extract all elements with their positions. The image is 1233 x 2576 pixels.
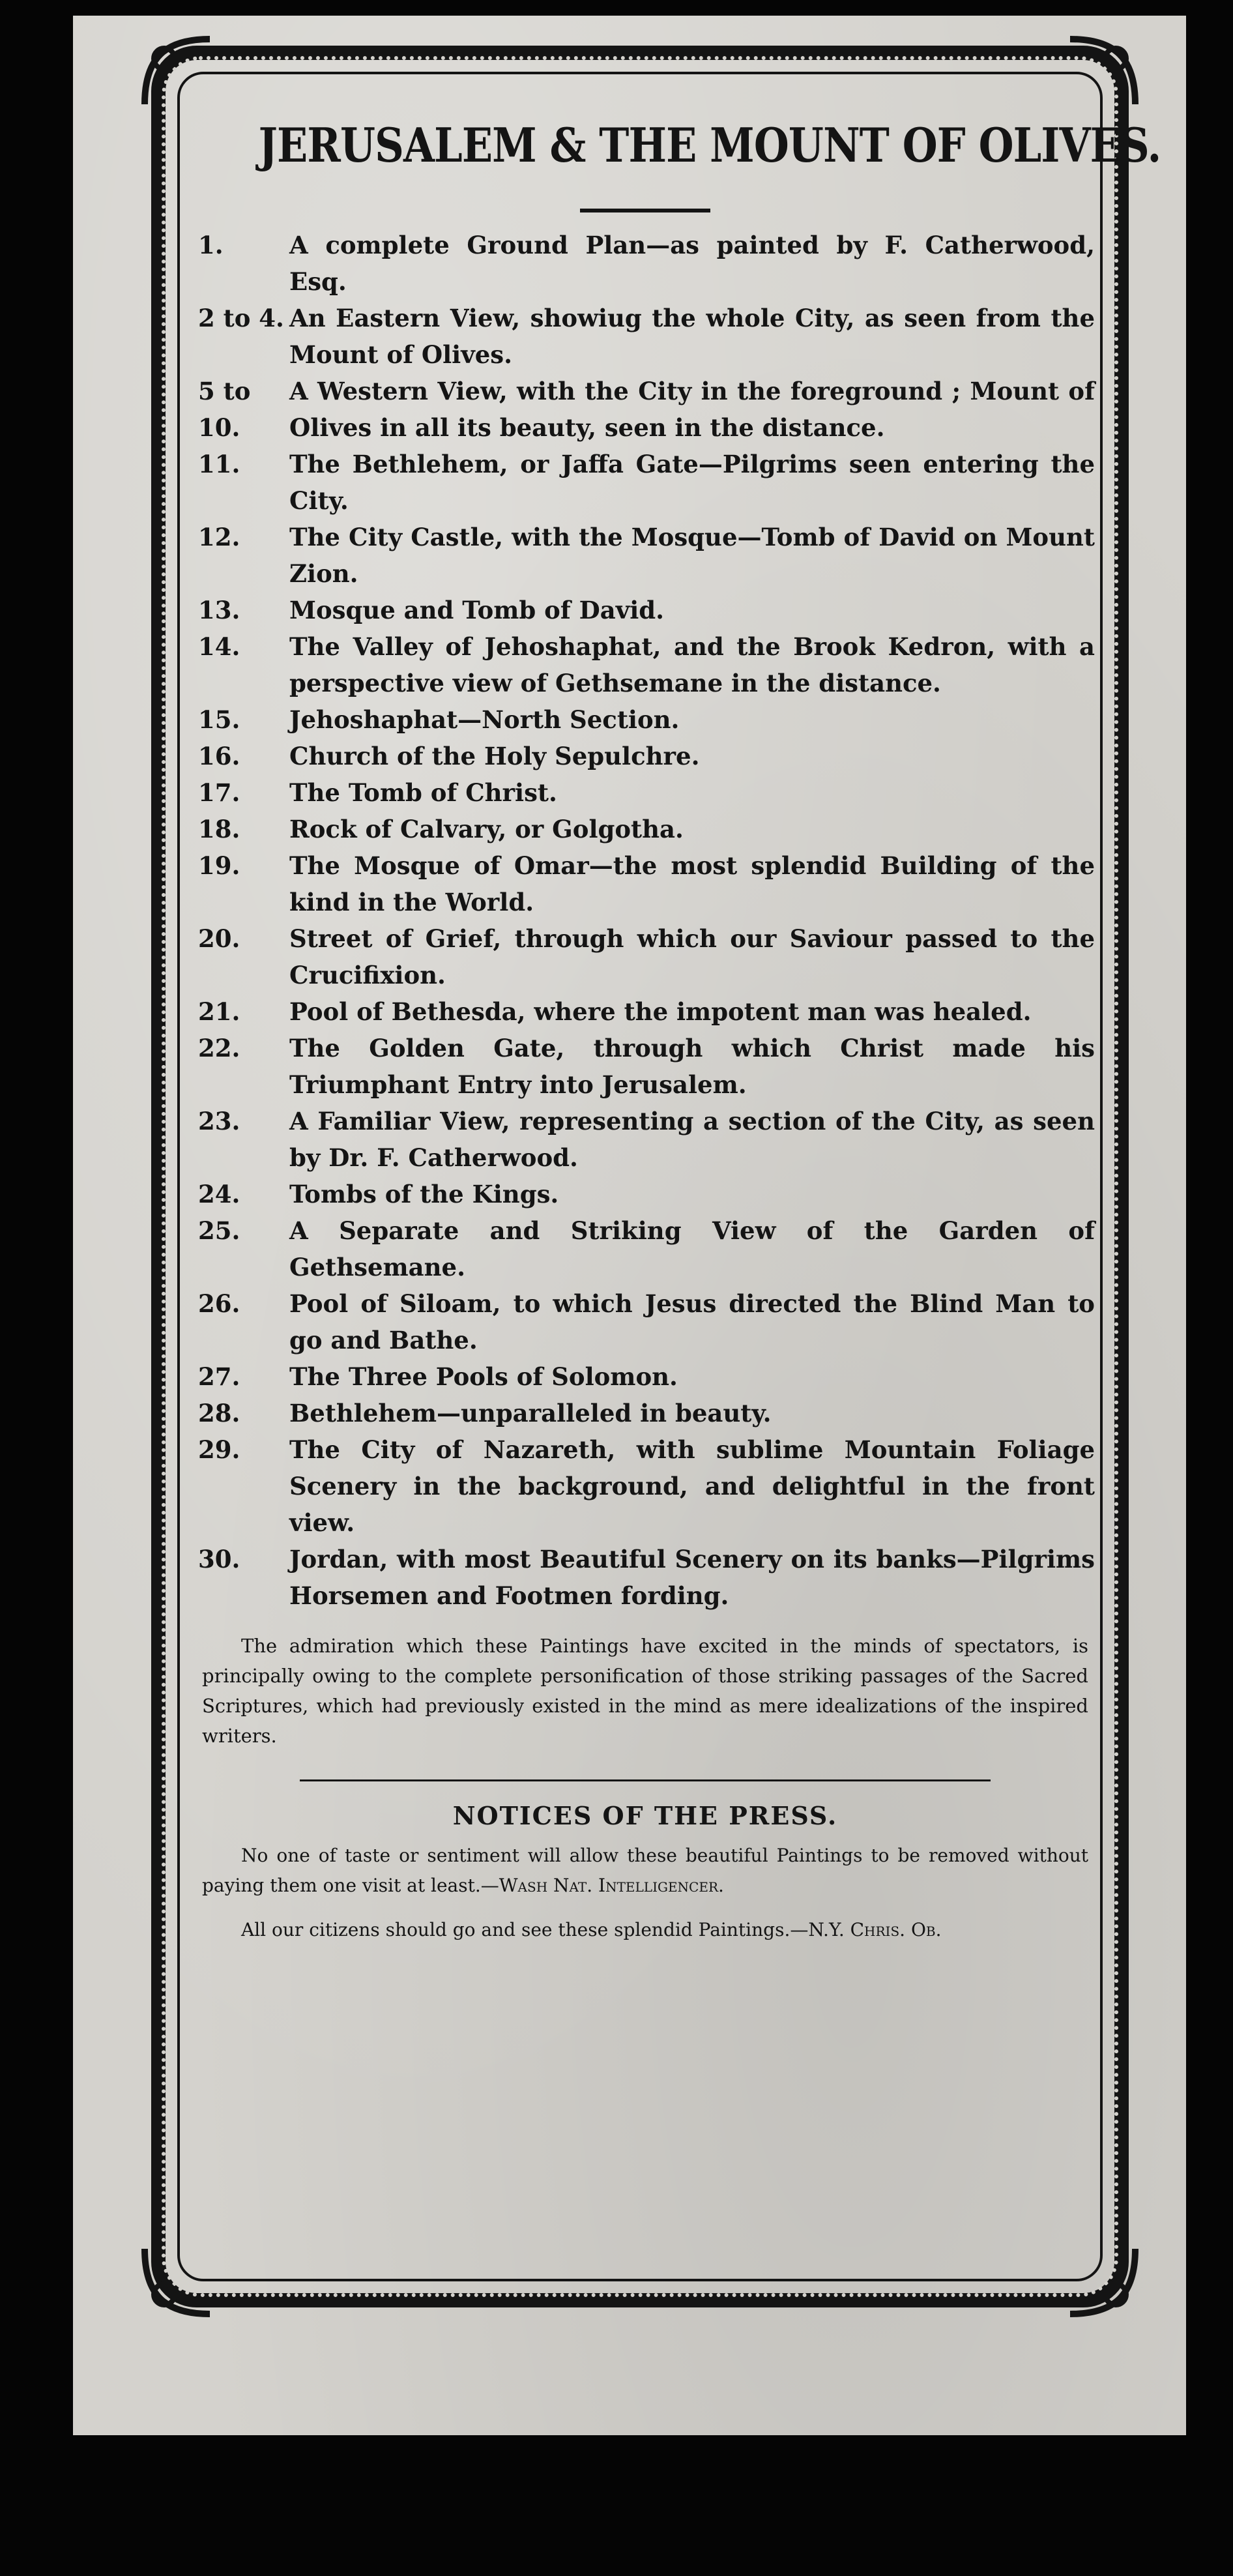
list-item	[196, 1176, 1095, 1212]
item-text: The Bethlehem, or Jaffa Gate—Pilgrims seen entering the City.	[289, 450, 1095, 515]
item-number: 16.	[198, 742, 240, 770]
list-item	[196, 1395, 1095, 1431]
list-item	[196, 1212, 1095, 1285]
list-item	[196, 1358, 1095, 1395]
corner-flourish-top-right-icon	[1064, 33, 1142, 111]
list-item	[196, 1103, 1095, 1176]
section-divider	[300, 1779, 991, 1781]
press-notice	[202, 1915, 1088, 1945]
list-item	[196, 628, 1095, 701]
notice-source: Wash Nat. Intelligencer.	[499, 1875, 724, 1896]
corner-flourish-bottom-right-icon	[1064, 2242, 1142, 2320]
item-number: 19.	[198, 851, 240, 880]
item-number: 24.	[198, 1180, 240, 1208]
item-number: 14.	[198, 632, 240, 661]
item-number: 21.	[198, 997, 240, 1026]
list-item	[196, 592, 1095, 628]
item-text: Bethlehem—unparalleled in beauty.	[289, 1399, 772, 1427]
item-text: Pool of Bethesda, where the impotent man was healed.	[289, 997, 1032, 1026]
press-notice	[202, 1841, 1088, 1901]
broadside-content	[196, 117, 1161, 1959]
item-text: A Familiar View, representing a section of the City, as seen by Dr. F. Catherwood.	[289, 1107, 1095, 1172]
item-text: The Valley of Jehoshaphat, and the Brook Kedron, with a perspective view of Gethsemane in the distance.	[289, 632, 1095, 697]
item-number: 30.	[198, 1545, 240, 1573]
list-item	[196, 227, 1095, 300]
item-text: Mosque and Tomb of David.	[289, 596, 664, 624]
corner-flourish-bottom-left-icon	[138, 2242, 216, 2320]
list-item	[196, 446, 1095, 519]
notice-source: N.Y. Chris. Ob.	[808, 1919, 942, 1940]
notice-text: No one of taste or sentiment will allow these beautiful Paintings to be removed without paying them one visit at least.—	[202, 1845, 1088, 1896]
list-item	[196, 1431, 1095, 1541]
item-number: 23.	[198, 1107, 240, 1135]
item-text: The Golden Gate, through which Christ made his Triumphant Entry into Jerusalem.	[289, 1034, 1095, 1099]
item-text: Church of the Holy Sepulchre.	[289, 742, 700, 770]
notice-text: All our citizens should go and see these splendid Paintings.—	[241, 1919, 809, 1940]
corner-flourish-top-left-icon	[138, 33, 216, 111]
item-number: 26.	[198, 1289, 240, 1318]
item-text: Tombs of the Kings.	[289, 1180, 559, 1208]
item-number: 5 to 10.	[198, 377, 251, 442]
item-text: Pool of Siloam, to which Jesus directed the Blind Man to go and Bathe.	[289, 1289, 1095, 1354]
item-text: An Eastern View, showiug the whole City, as seen from the Mount of Olives.	[289, 304, 1095, 369]
item-text: Rock of Calvary, or Golgotha.	[289, 815, 684, 843]
item-number: 25.	[198, 1216, 240, 1245]
item-text: A complete Ground Plan—as painted by F. Catherwood, Esq.	[289, 231, 1095, 296]
item-number: 20.	[198, 924, 240, 953]
item-text: Street of Grief, through which our Saviour passed to the Crucifixion.	[289, 924, 1095, 989]
list-item	[196, 993, 1095, 1030]
list-item	[196, 701, 1095, 738]
item-text: A Western View, with the City in the foreground ; Mount of Olives in all its beauty, seen in the distance.	[289, 377, 1095, 442]
item-number: 17.	[198, 778, 240, 807]
list-item	[196, 847, 1095, 920]
item-number: 2 to 4.	[198, 304, 284, 332]
list-item	[196, 1030, 1095, 1103]
item-text: The Three Pools of Solomon.	[289, 1362, 678, 1391]
list-item	[196, 300, 1095, 373]
item-number: 22.	[198, 1034, 240, 1062]
page-title: JERUSALEM & THE MOUNT OF OLIVES.	[258, 117, 1161, 173]
list-item	[196, 920, 1095, 993]
item-number: 29.	[198, 1435, 240, 1464]
notices-list	[196, 1841, 1095, 1945]
item-number: 1.	[198, 231, 224, 259]
item-text: The Mosque of Omar—the most splendid Building of the kind in the World.	[289, 851, 1095, 916]
notices-heading: NOTICES OF THE PRESS.	[452, 1801, 838, 1830]
list-item	[196, 373, 1095, 446]
item-text: The City Castle, with the Mosque—Tomb of David on Mount Zion.	[289, 523, 1095, 588]
item-text: A Separate and Striking View of the Garden of Gethsemane.	[289, 1216, 1095, 1281]
item-number: 15.	[198, 705, 240, 734]
item-number: 28.	[198, 1399, 240, 1427]
item-number: 12.	[198, 523, 240, 551]
list-item	[196, 1285, 1095, 1358]
list-item	[196, 519, 1095, 592]
item-number: 27.	[198, 1362, 240, 1391]
item-text: Jehoshaphat—North Section.	[289, 705, 680, 734]
title-divider	[580, 209, 710, 212]
item-number: 13.	[198, 596, 240, 624]
list-item	[196, 774, 1095, 811]
item-number: 18.	[198, 815, 240, 843]
item-number: 11.	[198, 450, 240, 478]
item-text: Jordan, with most Beautiful Scenery on its banks—Pilgrims Horsemen and Footmen fording.	[289, 1545, 1095, 1610]
item-text: The Tomb of Christ.	[289, 778, 557, 807]
list-item	[196, 738, 1095, 774]
list-item	[196, 811, 1095, 847]
admiration-paragraph: The admiration which these Paintings have excited in the minds of spectators, is principally owing to the complete personification of those striking passages of the Sacred Scriptures, which had previously existed in the mind as mere idealizations of the inspired writers.	[202, 1635, 1088, 1747]
paintings-list	[196, 227, 1095, 1614]
item-text: The City of Nazareth, with sublime Mountain Foliage Scenery in the background, and delightful in the front view.	[289, 1435, 1095, 1537]
list-item	[196, 1541, 1095, 1614]
